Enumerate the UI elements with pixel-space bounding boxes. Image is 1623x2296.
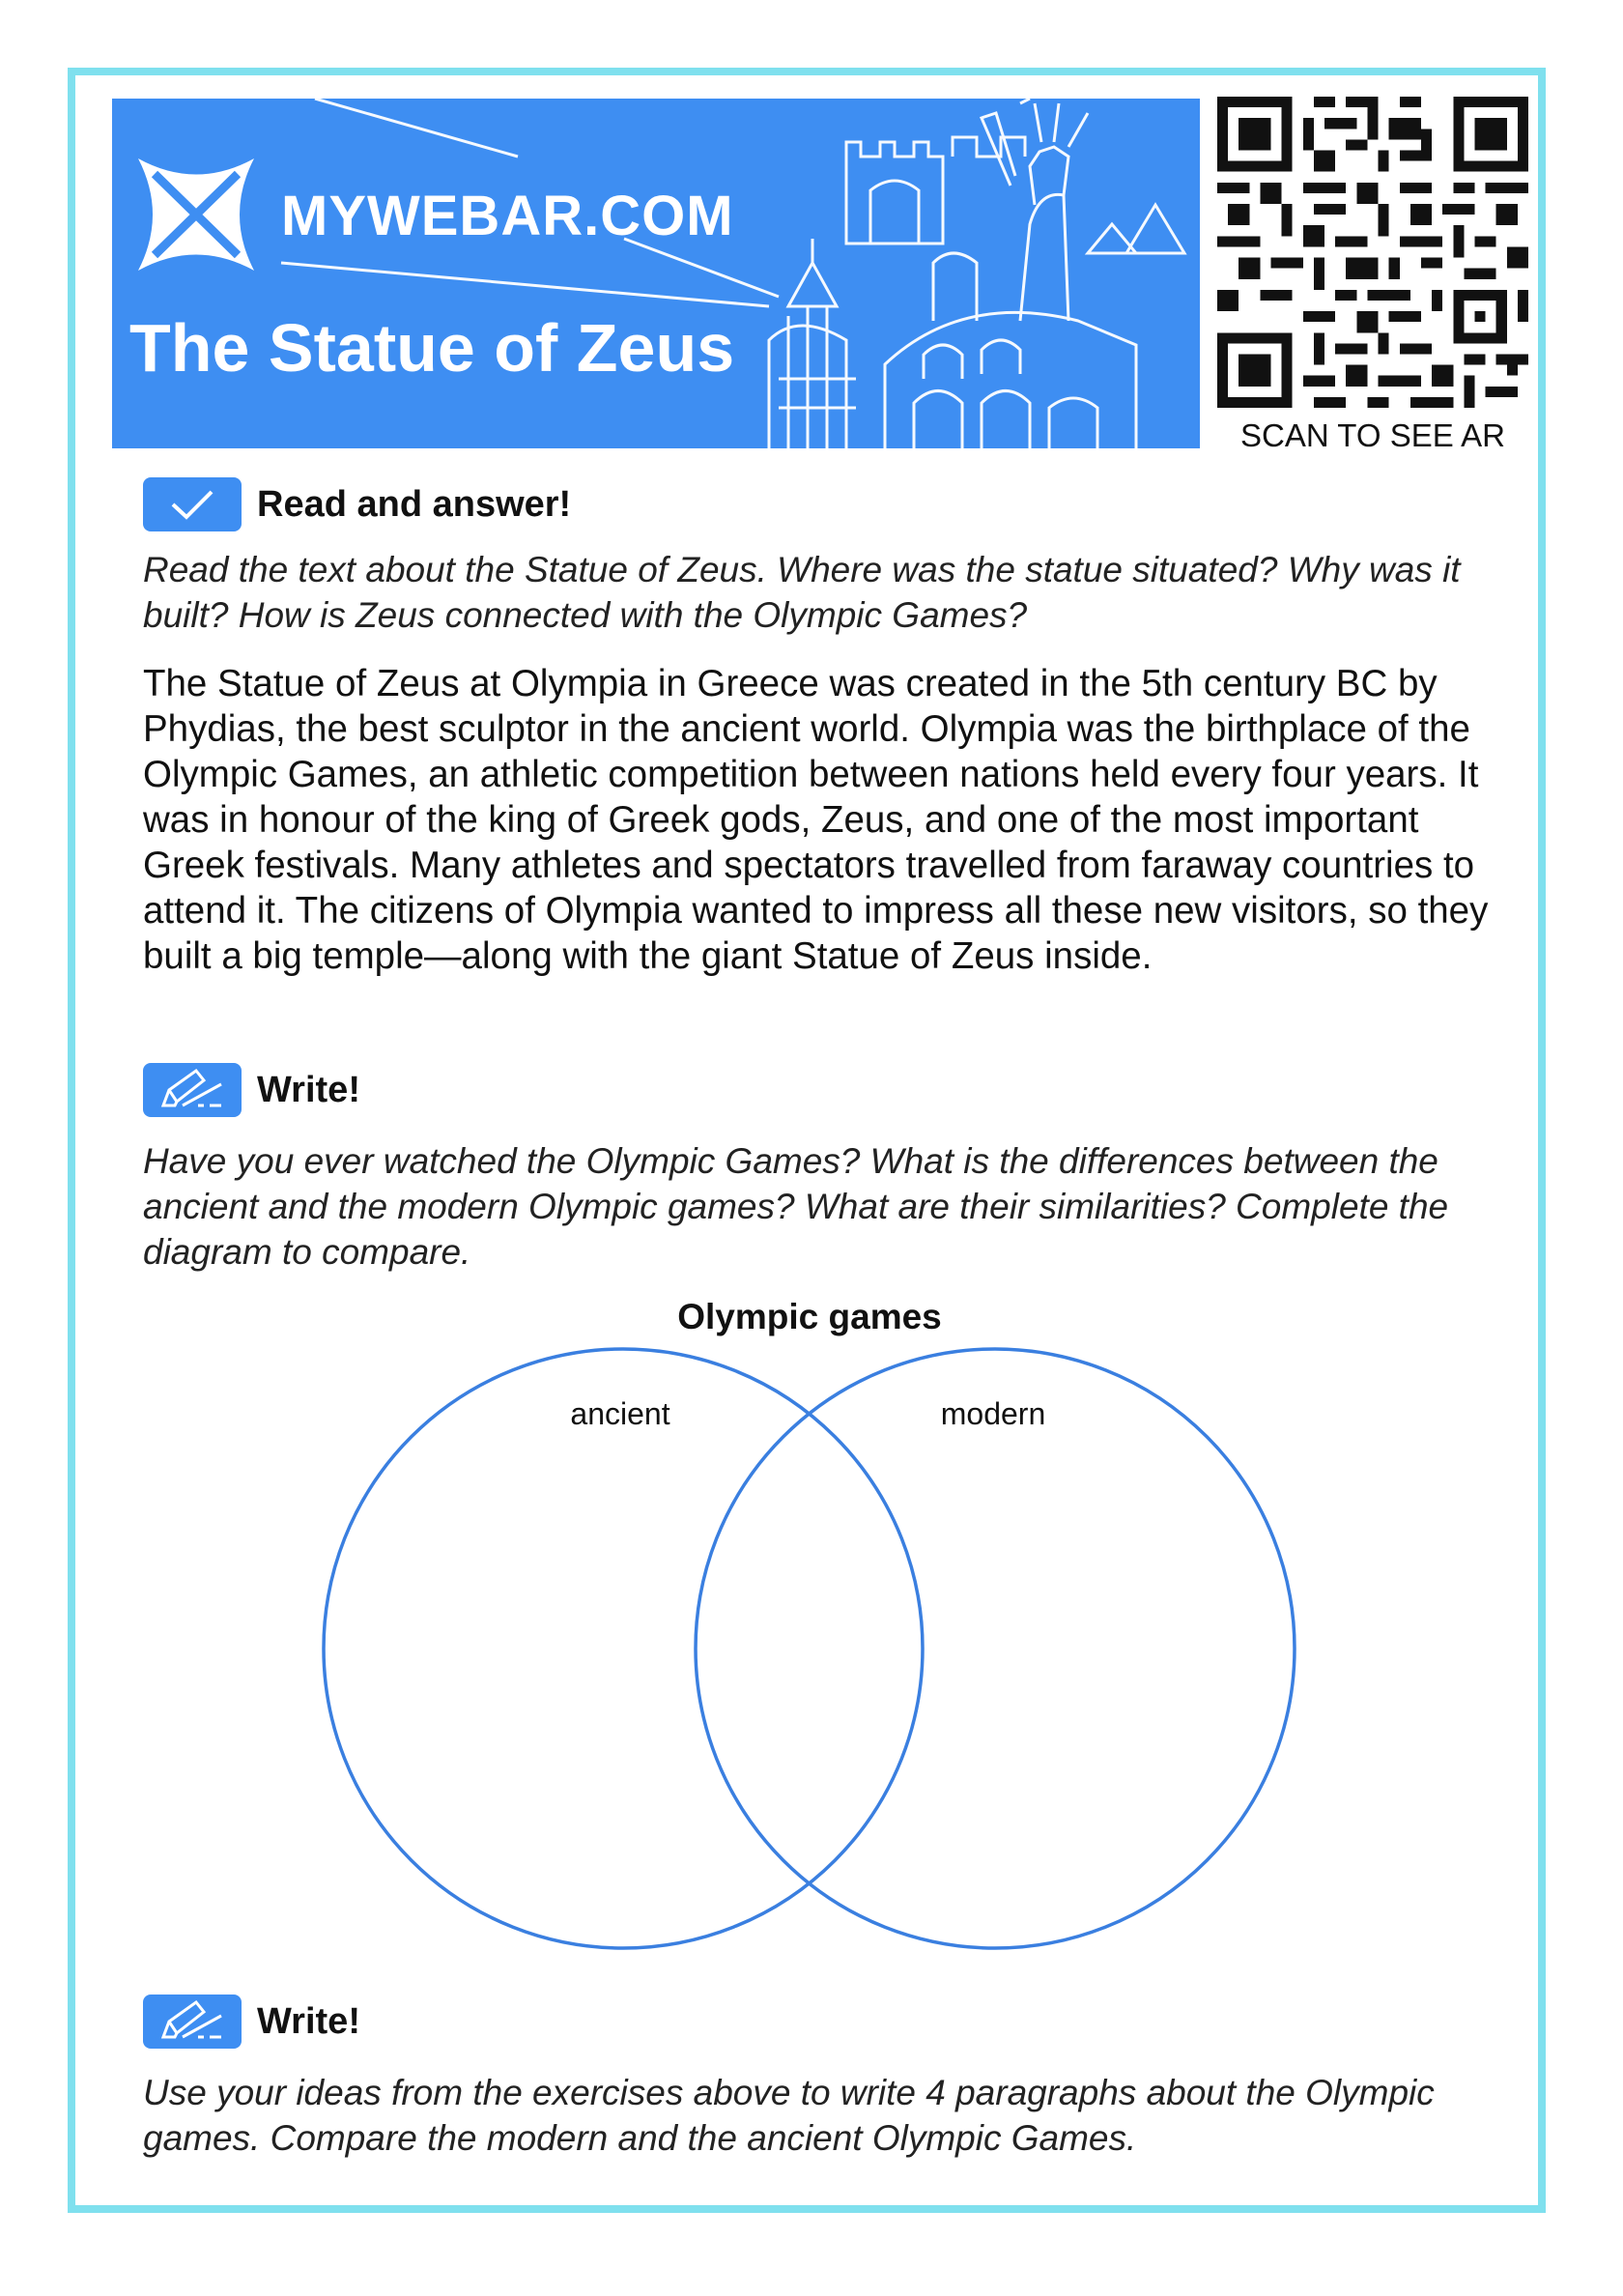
read-instruction: Read the text about the Statue of Zeus. Where was the statue situated? Why was it built? How is Zeus connected with the Olympic Games?: [143, 550, 1461, 635]
section-write-header: [143, 1063, 360, 1117]
pencil-paper-icon: [143, 1995, 242, 2049]
pencil-paper-icon: [143, 1063, 242, 1117]
qr-caption: SCAN TO SEE AR: [1240, 417, 1505, 453]
mywebar-logo-icon: [133, 147, 259, 282]
section-write-label: Write!: [257, 1069, 360, 1110]
write-instruction: Have you ever watched the Olympic Games? What is the differences between the ancient and the modern Olympic games? What are their similarities? Complete the diagram to compare.: [143, 1141, 1449, 1272]
section-read-header: [143, 477, 571, 531]
header-banner: [112, 99, 1200, 448]
venn-label-modern: modern: [940, 1396, 1046, 1431]
diagram-title: Olympic games: [677, 1297, 942, 1336]
checkmark-icon: [143, 477, 242, 531]
page-title: The Statue of Zeus: [129, 310, 735, 386]
venn-circle-modern[interactable]: [696, 1349, 1295, 1948]
write2-instruction: Use your ideas from the exercises above to write 4 paragraphs about the Olympic games. Compare the modern and the ancient Olympic Games.: [143, 2073, 1435, 2158]
reading-passage: The Statue of Zeus at Olympia in Greece was created in the 5th century BC by Phydias, the best sculptor in the ancient world. Olympia was the birthplace of the Olympic Games, an athletic competition between nations held every four years. It was in honour of the king of Greek gods, Zeus, and one of the most important Greek festivals. Many athletes and spectators travelled from faraway countries to attend it. The citizens of Olympia wanted to impress all these new visitors, so they built a big temple—along with the giant Statue of Zeus inside.: [143, 663, 1489, 977]
venn-label-ancient: ancient: [570, 1396, 670, 1431]
venn-circle-ancient[interactable]: [324, 1349, 923, 1948]
landmarks-illustration: [112, 99, 1200, 448]
section-read-label: Read and answer!: [257, 483, 572, 525]
qr-code[interactable]: [1215, 97, 1530, 408]
section-write2-label: Write!: [257, 2000, 360, 2042]
venn-diagram: [0, 1285, 1623, 1962]
brand-name: MYWEBAR.COM: [281, 185, 734, 247]
section-write2-header: [143, 1995, 360, 2049]
